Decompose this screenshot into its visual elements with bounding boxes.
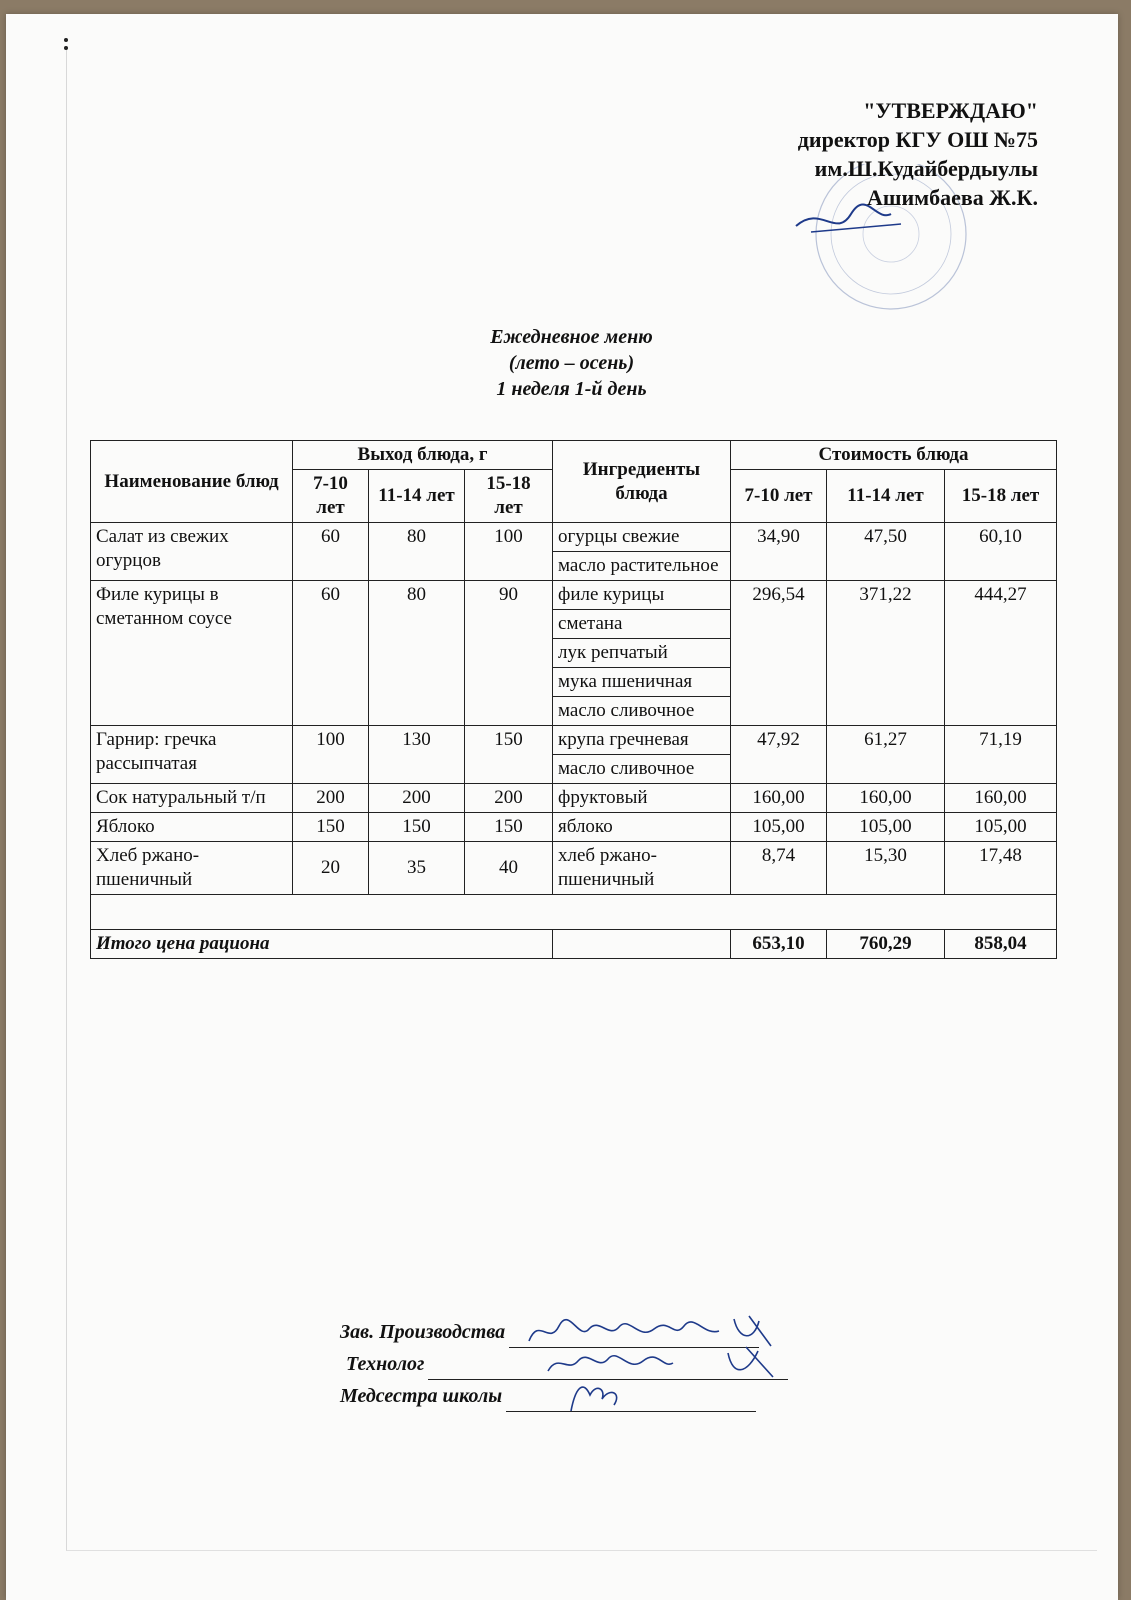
cost-11-14: 15,30 (827, 842, 945, 895)
ingredient: масло сливочное (553, 697, 731, 726)
total-cost-7-10: 653,10 (731, 930, 827, 959)
signatures-block (340, 1316, 860, 1412)
yield-7-10: 100 (293, 726, 369, 784)
ingredient: лук репчатый (553, 639, 731, 668)
ingredient: фруктовый (553, 784, 731, 813)
yield-11-14: 200 (369, 784, 465, 813)
menu-table (90, 440, 1057, 959)
header-dish-name: Наименование блюд (91, 441, 293, 523)
header-yield-age-7-10: 7-10 лет (293, 470, 369, 523)
cost-15-18: 60,10 (945, 523, 1057, 581)
yield-15-18: 90 (465, 581, 553, 726)
ingredient: хлеб ржано-пшеничный (553, 842, 731, 895)
yield-11-14: 130 (369, 726, 465, 784)
dish-name: Хлеб ржано-пшеничный (91, 842, 293, 895)
approval-school-name: им.Ш.Кудайбердыулы (814, 156, 1038, 181)
yield-11-14: 80 (369, 581, 465, 726)
yield-7-10: 150 (293, 813, 369, 842)
cost-15-18: 17,48 (945, 842, 1057, 895)
ingredient: крупа гречневая (553, 726, 731, 755)
document-title (6, 324, 1131, 402)
ingredient: масло растительное (553, 552, 731, 581)
empty-cell (91, 895, 1057, 930)
header-yield-age-11-14: 11-14 лет (369, 470, 465, 523)
yield-15-18: 150 (465, 813, 553, 842)
cost-11-14: 371,22 (827, 581, 945, 726)
yield-11-14: 35 (369, 842, 465, 895)
yield-7-10: 60 (293, 523, 369, 581)
yield-15-18: 200 (465, 784, 553, 813)
cost-11-14: 160,00 (827, 784, 945, 813)
cost-7-10: 8,74 (731, 842, 827, 895)
dish-name: Салат из свежих огурцов (91, 523, 293, 581)
yield-11-14: 80 (369, 523, 465, 581)
header-cost-age-7-10: 7-10 лет (731, 470, 827, 523)
header-cost-age-15-18: 15-18 лет (945, 470, 1057, 523)
ingredient: сметана (553, 610, 731, 639)
dish-name: Яблоко (91, 813, 293, 842)
cost-11-14: 47,50 (827, 523, 945, 581)
table-row (91, 813, 1057, 842)
cost-15-18: 71,19 (945, 726, 1057, 784)
total-ingredients-empty (553, 930, 731, 959)
yield-7-10: 20 (293, 842, 369, 895)
cost-15-18: 105,00 (945, 813, 1057, 842)
yield-15-18: 150 (465, 726, 553, 784)
cost-7-10: 105,00 (731, 813, 827, 842)
cost-11-14: 61,27 (827, 726, 945, 784)
dish-name: Сок натуральный т/п (91, 784, 293, 813)
ingredient: масло сливочное (553, 755, 731, 784)
title-line: Ежедневное меню (490, 326, 653, 348)
yield-11-14: 150 (369, 813, 465, 842)
dish-name: Гарнир: гречка рассыпчатая (91, 726, 293, 784)
signature-label: Медсестра школы (340, 1385, 503, 1407)
approval-position: директор КГУ ОШ №75 (797, 127, 1038, 152)
handwritten-signature (506, 1375, 766, 1415)
dish-name: Филе курицы в сметанном соусе (91, 581, 293, 726)
cost-11-14: 105,00 (827, 813, 945, 842)
yield-15-18: 100 (465, 523, 553, 581)
cost-7-10: 296,54 (731, 581, 827, 726)
table-row (91, 726, 1057, 755)
cost-15-18: 160,00 (945, 784, 1057, 813)
corner-mark (64, 38, 68, 42)
cost-15-18: 444,27 (945, 581, 1057, 726)
ingredient: яблоко (553, 813, 731, 842)
yield-7-10: 200 (293, 784, 369, 813)
table-row (91, 784, 1057, 813)
approval-signatory: Ашимбаева Ж.К. (867, 185, 1038, 210)
corner-mark (64, 46, 68, 50)
approval-heading: "УТВЕРЖДАЮ" (863, 98, 1038, 123)
yield-15-18: 40 (465, 842, 553, 895)
cost-7-10: 160,00 (731, 784, 827, 813)
table-row (91, 842, 1057, 895)
ingredient: огурцы свежие (553, 523, 731, 552)
yield-7-10: 60 (293, 581, 369, 726)
signature-nurse (340, 1380, 860, 1412)
header-cost-age-11-14: 11-14 лет (827, 470, 945, 523)
cost-7-10: 47,92 (731, 726, 827, 784)
approval-block (728, 96, 1038, 212)
header-yield: Выход блюда, г (293, 441, 553, 470)
header-ingredients: Ингредиенты блюда (553, 441, 731, 523)
title-season: (лето – осень) (508, 352, 635, 374)
ingredient: филе курицы (553, 581, 731, 610)
total-label: Итого цена рациона (91, 930, 553, 959)
table-row (91, 581, 1057, 610)
total-cost-15-18: 858,04 (945, 930, 1057, 959)
total-row (91, 930, 1057, 959)
table-row (91, 523, 1057, 552)
table-row-empty (91, 895, 1057, 930)
header-yield-age-15-18: 15-18 лет (465, 470, 553, 523)
total-cost-11-14: 760,29 (827, 930, 945, 959)
signature-line (506, 1389, 756, 1412)
header-cost: Стоимость блюда (731, 441, 1057, 470)
cost-7-10: 34,90 (731, 523, 827, 581)
signature-label: Зав. Производства (340, 1321, 506, 1343)
signature-label: Технолог (346, 1353, 425, 1375)
title-week-day: 1 неделя 1-й день (496, 378, 647, 400)
ingredient: мука пшеничная (553, 668, 731, 697)
